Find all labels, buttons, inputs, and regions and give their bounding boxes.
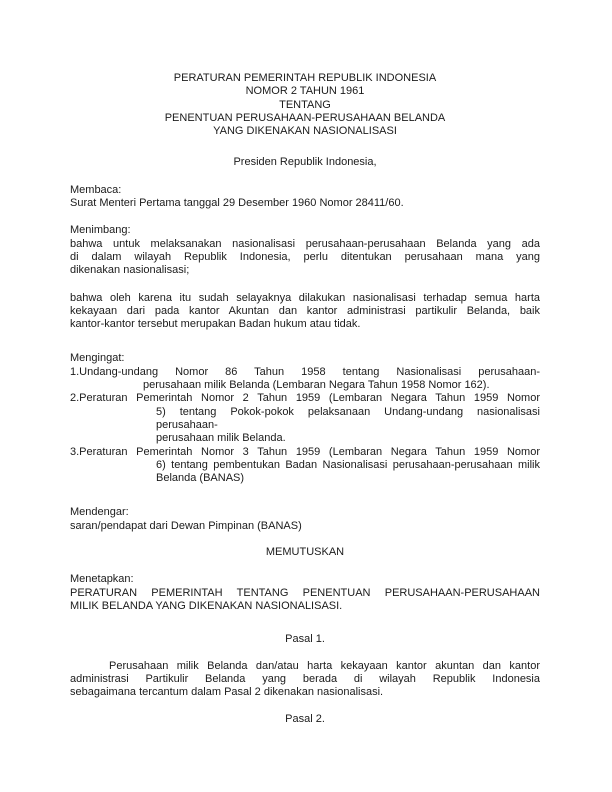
- text-line: Perusahaan milik Belanda dan/atau harta kekayaan kantor akuntan dan kantor: [109, 659, 540, 672]
- text-line: kantor-kantor tersebut merupakan Badan hukum atau tidak.: [70, 318, 361, 331]
- mengingat-item-3: [70, 446, 540, 486]
- menimbang-section: [70, 224, 540, 331]
- mendengar-label: Mendengar:: [70, 506, 129, 519]
- text-line: 3.Peraturan Pemerintah Nomor 3 Tahun 1959 (Lembaran Negara Tahun 1959 Nomor: [70, 445, 540, 458]
- mendengar-section: [70, 506, 540, 533]
- menimbang-paragraph-1: [70, 238, 540, 278]
- text-line: PERATURAN PEMERINTAH TENTANG PENENTUAN PERUSAHAAN-PERUSAHAAN: [70, 586, 540, 599]
- text-line: administrasi Partikulir Belanda yang berada di wilayah Republik Indonesia: [70, 672, 540, 685]
- mendengar-body: saran/pendapat dari Dewan Pimpinan (BANAS): [70, 519, 302, 532]
- pasal-2-heading: Pasal 2.: [285, 713, 325, 726]
- text-line: di dalam wilayah Republik Indonesia, perlu ditentukan perusahaan mana yang: [70, 250, 540, 263]
- text-line: dikenakan nasionalisasi;: [70, 264, 190, 277]
- text-line: bahwa oleh karena itu sudah selayaknya dilakukan nasionalisasi terhadap semua harta: [70, 291, 540, 304]
- document-content: [70, 72, 540, 727]
- title-line-3: TENTANG: [279, 98, 331, 111]
- pasal-1-paragraph: [70, 660, 540, 700]
- pasal-1-heading: Pasal 1.: [285, 633, 325, 646]
- mengingat-section: [70, 352, 540, 485]
- text-line: perusahaan milik Belanda (Lembaran Negara Tahun 1958 Nomor 162).: [143, 379, 490, 392]
- menimbang-label: Menimbang:: [70, 224, 131, 237]
- membaca-body: Surat Menteri Pertama tanggal 29 Desember 1960 Nomor 28411/60.: [70, 197, 404, 210]
- text-line: MILIK BELANDA YANG DIKENAKAN NASIONALISASI.: [70, 599, 343, 612]
- text-line: 1.Undang-undang Nomor 86 Tahun 1958 tentang Nasionalisasi perusahaan-: [70, 365, 540, 378]
- document-title: [70, 72, 540, 138]
- title-line-2: NOMOR 2 TAHUN 1961: [245, 85, 365, 98]
- menimbang-paragraph-2: [70, 292, 540, 332]
- memutuskan-heading: MEMUTUSKAN: [265, 546, 345, 559]
- text-line: kekayaan dari pada kantor Akuntan dan kantor administrasi partikulir Belanda, baik: [70, 304, 540, 317]
- text-line: bahwa untuk melaksanakan nasionalisasi perusahaan-perusahaan Belanda yang ada: [70, 237, 540, 250]
- text-line: 5) tentang Pokok-pokok pelaksanaan Undang-undang nasionalisasi perusahaan-: [156, 405, 540, 431]
- text-line: 6) tentang pembentukan Badan Nasionalisasi perusahaan-perusahaan milik: [156, 458, 540, 471]
- membaca-label: Membaca:: [70, 183, 122, 196]
- menetapkan-body: [70, 587, 540, 614]
- title-line-5: YANG DIKENAKAN NASIONALISASI: [213, 125, 397, 138]
- text-line: sebagaimana tercantum dalam Pasal 2 dikenakan nasionalisasi.: [70, 686, 384, 699]
- title-line-1: PERATURAN PEMERINTAH REPUBLIK INDONESIA: [173, 72, 437, 84]
- salutation: Presiden Republik Indonesia,: [233, 156, 377, 169]
- title-line-4: PENENTUAN PERUSAHAAN-PERUSAHAAN BELANDA: [164, 111, 446, 124]
- mengingat-label: Mengingat:: [70, 352, 125, 365]
- menetapkan-section: [70, 573, 540, 613]
- text-line: perusahaan milik Belanda.: [156, 432, 286, 445]
- text-line: 2.Peraturan Pemerintah Nomor 2 Tahun 1959 (Lembaran Negara Tahun 1959 Nomor: [70, 392, 540, 405]
- menetapkan-label: Menetapkan:: [70, 573, 134, 586]
- mengingat-item-1: [70, 366, 540, 393]
- membaca-section: [70, 184, 540, 211]
- mengingat-item-2: [70, 392, 540, 445]
- text-line: Belanda (BANAS): [156, 472, 245, 485]
